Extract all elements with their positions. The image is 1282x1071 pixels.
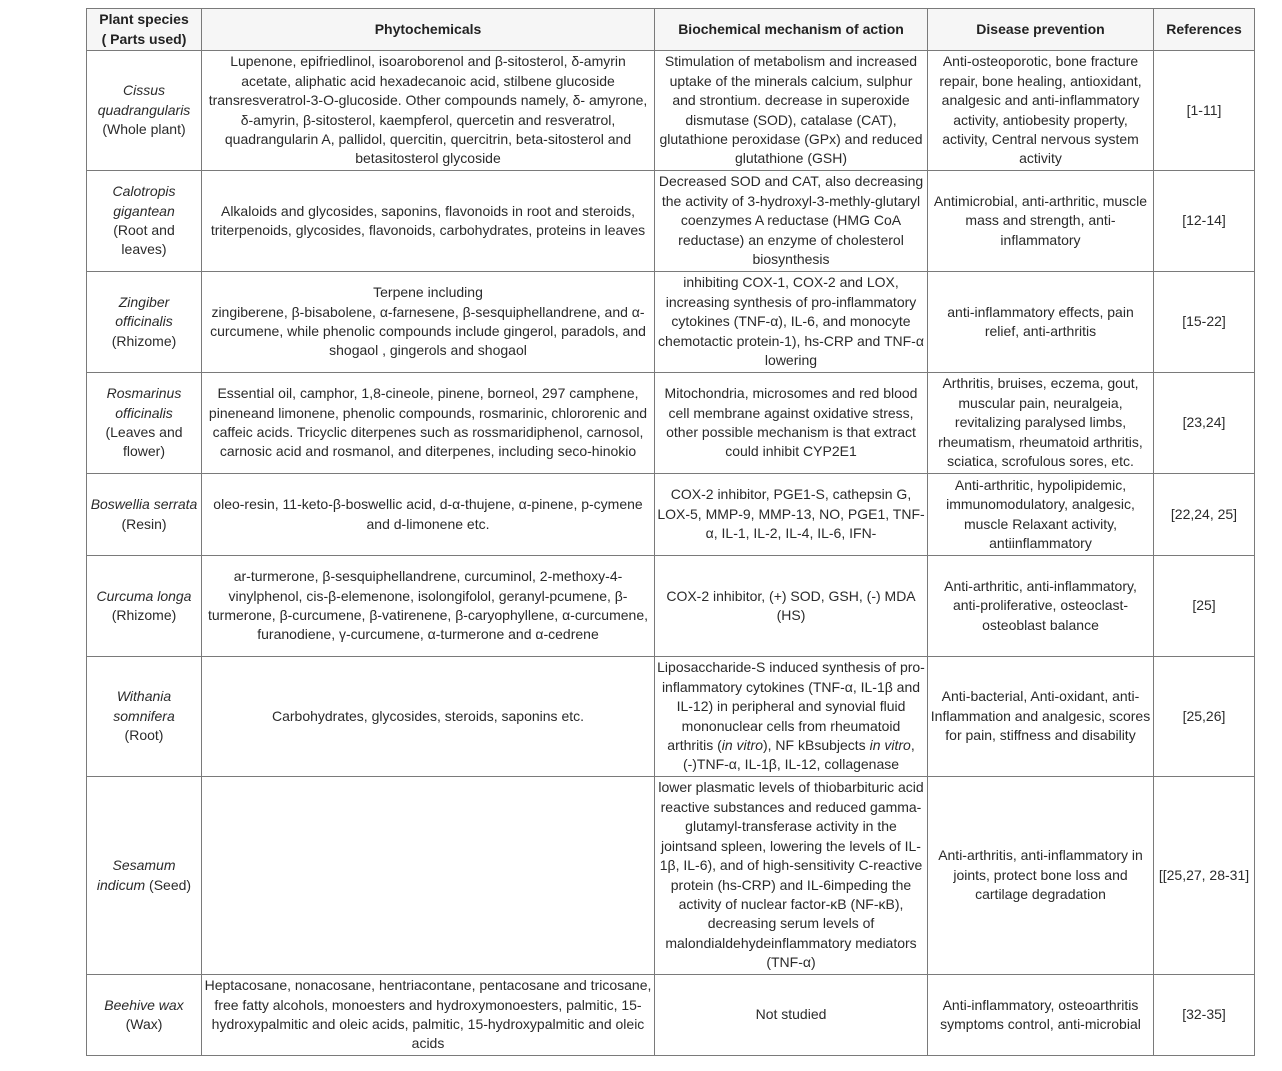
- phytochemicals-cell: Essential oil, camphor, 1,8-cineole, pinene, borneol, 297 camphene, pineneand limonene, phenolic compounds, rosmarinic, chlororenic and caffeic acids. Tricyclic diterpenes such as rossmaridiphenol, carnosol, carnosic acid and rosmanol, and diterpenes, including seco-hinokio: [202, 373, 655, 474]
- species-cell: [87, 474, 202, 556]
- species-name: Boswellia serrata: [90, 496, 198, 513]
- species-name: Calotropis gigantean: [112, 183, 176, 219]
- disease-cell: Anti-arthritic, anti-inflammatory, anti-proliferative, osteoclast-osteoblast balance: [928, 556, 1154, 657]
- mechanism-in-vitro-1: in vitro: [721, 736, 763, 753]
- part-used: (Rhizome): [111, 607, 177, 623]
- part-used: (Leaves and flower): [105, 424, 183, 460]
- species-name: Withania somnifera: [113, 688, 175, 724]
- header-mechanism: Biochemical mechanism of action: [655, 9, 928, 51]
- part-used: (Root and leaves): [113, 222, 175, 258]
- species-cell: [87, 975, 202, 1056]
- phytochemicals-table: [86, 8, 1255, 1056]
- phytochemicals-cell: oleo-resin, 11-keto-β-boswellic acid, d-α-thujene, α-pinene, p-cymene and d-limonene etc.: [202, 474, 655, 556]
- species-cell: [87, 777, 202, 975]
- phytochemicals-cell: [202, 272, 655, 373]
- mechanism-cell: [655, 657, 928, 777]
- part-used: (Root): [124, 727, 164, 744]
- species-name: Curcuma longa: [96, 587, 192, 604]
- disease-cell: Antimicrobial, anti-arthritic, muscle mass and strength, anti-inflammatory: [928, 171, 1154, 272]
- phytochemicals-cell: Alkaloids and glycosides, saponins, flavonoids in root and steroids, triterpenoids, glycosides, flavonoids, carbohydrates, proteins in leaves: [202, 171, 655, 272]
- phyto-list: zingiberene, β-bisabolene, α-farnesene, β-sesquiphellandrene, and α-curcumene, while phenolic compounds include gingerol, paradols, and shogaol , gingerols and shogaol: [210, 303, 646, 359]
- table-row: [87, 373, 1255, 474]
- species-cell: [87, 373, 202, 474]
- disease-cell: Anti-bacterial, Anti-oxidant, anti-Inflammation and analgesic, scores for pain, stiffness and disability: [928, 657, 1154, 777]
- header-references: References: [1154, 9, 1255, 51]
- part-used: (Resin): [121, 515, 167, 532]
- table-row: [87, 474, 1255, 556]
- species-cell: [87, 272, 202, 373]
- mechanism-cell: COX-2 inhibitor, (+) SOD, GSH, (-) MDA (HS): [655, 556, 928, 657]
- species-cell: [87, 556, 202, 657]
- header-species-line2: ( Parts used): [101, 30, 187, 47]
- disease-cell: Anti-osteoporotic, bone fracture repair, bone healing, antioxidant, analgesic and anti-inflammatory activity, antiobesity property, activity, Central nervous system activity: [928, 51, 1154, 171]
- references-cell: [22,24, 25]: [1154, 474, 1255, 556]
- part-used: (Seed): [149, 876, 192, 893]
- mechanism-cell: inhibiting COX-1, COX-2 and LOX, increasing synthesis of pro-inflammatory cytokines (TNF-α), IL-6, and monocyte chemotactic protein-1), hs-CRP and TNF-α lowering: [655, 272, 928, 373]
- mechanism-text-b: ), NF kBsubjects: [762, 736, 870, 753]
- mechanism-text-c: , (-)TNF-α, IL-1β, IL-12, collagenase: [682, 736, 915, 773]
- part-used: (Wax): [125, 1016, 163, 1032]
- mechanism-text-a: Liposaccharide-S induced synthesis of pro-inflammatory cytokines (TNF-α, IL-1β and IL-12) in peripheral and synovial fluid mononuclear cells from rheumatoid arthritis (: [657, 659, 925, 753]
- table-row: [87, 51, 1255, 171]
- phytochemicals-cell: Heptacosane, nonacosane, hentriacontane, pentacosane and tricosane, free fatty alcohols, monoesters and hydroxymonoesters, palmitic, 15-hydroxypalmitic and oleic acids, palmitic, 15-hydroxypalmitic and oleic acids: [202, 975, 655, 1056]
- species-cell: [87, 657, 202, 777]
- disease-cell: Anti-inflammatory, osteoarthritis symptoms control, anti-microbial: [928, 975, 1154, 1056]
- references-cell: [12-14]: [1154, 171, 1255, 272]
- species-cell: [87, 171, 202, 272]
- species-name: Zingiber officinalis: [115, 293, 173, 330]
- species-name: Beehive wax: [104, 996, 184, 1013]
- references-cell: [1-11]: [1154, 51, 1255, 171]
- phytochemicals-cell: Carbohydrates, glycosides, steroids, saponins etc.: [202, 657, 655, 777]
- mechanism-cell: Decreased SOD and CAT, also decreasing the activity of 3-hydroxyl-3-methly-glutaryl coenzymes A reductase (HMG CoA reductase) an enzyme of cholesterol biosynthesis: [655, 171, 928, 272]
- references-cell: [25,26]: [1154, 657, 1255, 777]
- table-row: [87, 556, 1255, 657]
- mechanism-in-vitro-2: in vitro: [869, 736, 911, 753]
- header-plant-species: [87, 9, 202, 51]
- species-cell: [87, 51, 202, 171]
- references-cell: [15-22]: [1154, 272, 1255, 373]
- species-name: Rosmarinus officinalis: [106, 385, 182, 421]
- part-used: (Whole plant): [102, 121, 186, 138]
- mechanism-cell: COX-2 inhibitor, PGE1-S, cathepsin G, LOX-5, MMP-9, MMP-13, NO, PGE1, TNF-α, IL-1, IL-2, IL-4, IL-6, IFN-: [655, 474, 928, 556]
- mechanism-cell: Not studied: [655, 975, 928, 1056]
- references-cell: [32-35]: [1154, 975, 1255, 1056]
- disease-cell: Anti-arthritis, anti-inflammatory in joints, protect bone loss and cartilage degradation: [928, 777, 1154, 975]
- disease-cell: Arthritis, bruises, eczema, gout, muscular pain, neuralgeia, revitalizing paralysed limbs, rheumatism, rheumatoid arthritis, sciatica, scrofulous sores, etc.: [928, 373, 1154, 474]
- mechanism-cell: Mitochondria, microsomes and red blood cell membrane against oxidative stress, other possible mechanism is that extract could inhibit CYP2E1: [655, 373, 928, 474]
- references-cell: [[25,27, 28-31]: [1154, 777, 1255, 975]
- species-name: Cissus quadrangularis: [97, 82, 191, 118]
- disease-cell: Anti-arthritic, hypolipidemic, immunomodulatory, analgesic, muscle Relaxant activity, antiinflammatory: [928, 474, 1154, 556]
- table-row: [87, 777, 1255, 975]
- phytochemicals-cell: Lupenone, epifriedlinol, isoaroborenol and β-sitosterol, δ-amyrin acetate, aliphatic acid hexadecanoic acid, stilbene glucoside transresveratrol-3-O-glucoside. Other compounds namely, δ- amyrone, δ-amyrin, β-sitosterol, kaempferol, quercetin and resveratrol, quadrangularin A, pallidol, quercitin, quercitrin, beta-sitosterol and betasitosterol glycoside: [202, 51, 655, 171]
- header-species-line1: Plant species: [99, 11, 189, 28]
- part-used: (Rhizome): [111, 332, 177, 349]
- table-row: [87, 975, 1255, 1056]
- table-row: [87, 657, 1255, 777]
- table-row: [87, 171, 1255, 272]
- header-disease-prevention: Disease prevention: [928, 9, 1154, 51]
- species-name: Sesamum indicum: [96, 857, 176, 893]
- references-cell: [25]: [1154, 556, 1255, 657]
- header-row: [87, 9, 1255, 51]
- phyto-intro: Terpene including: [373, 284, 483, 301]
- mechanism-cell: Stimulation of metabolism and increased uptake of the minerals calcium, sulphur and strontium. decrease in superoxide dismutase (SOD), catalase (CAT), glutathione peroxidase (GPx) and reduced glutathione (GSH): [655, 51, 928, 171]
- phytochemicals-cell: ar-turmerone, β-sesquiphellandrene, curcuminol, 2-methoxy-4-vinylphenol, cis-β-elemenone, isolongifolol, geranyl-pcumene, β-turmerone, β-curcumene, β-vatirenene, β-caryophyllene, α-curcumene, furanodiene, γ-curcumene, α-turmerone and α-cedrene: [202, 556, 655, 657]
- table-row: [87, 272, 1255, 373]
- disease-cell: anti-inflammatory effects, pain relief, anti-arthritis: [928, 272, 1154, 373]
- references-cell: [23,24]: [1154, 373, 1255, 474]
- header-phytochemicals: Phytochemicals: [202, 9, 655, 51]
- mechanism-cell: lower plasmatic levels of thiobarbituric acid reactive substances and reduced gamma-glutamyl-transferase activity in the jointsand spleen, lowering the levels of IL-1β, IL-6), and of high-sensitivity C-reactive protein (hs-CRP) and IL-6impeding the activity of nuclear factor-κB (NF-κB), decreasing serum levels of malondialdehydeinflammatory mediators (TNF-α): [655, 777, 928, 975]
- phytochemicals-cell: [202, 777, 655, 975]
